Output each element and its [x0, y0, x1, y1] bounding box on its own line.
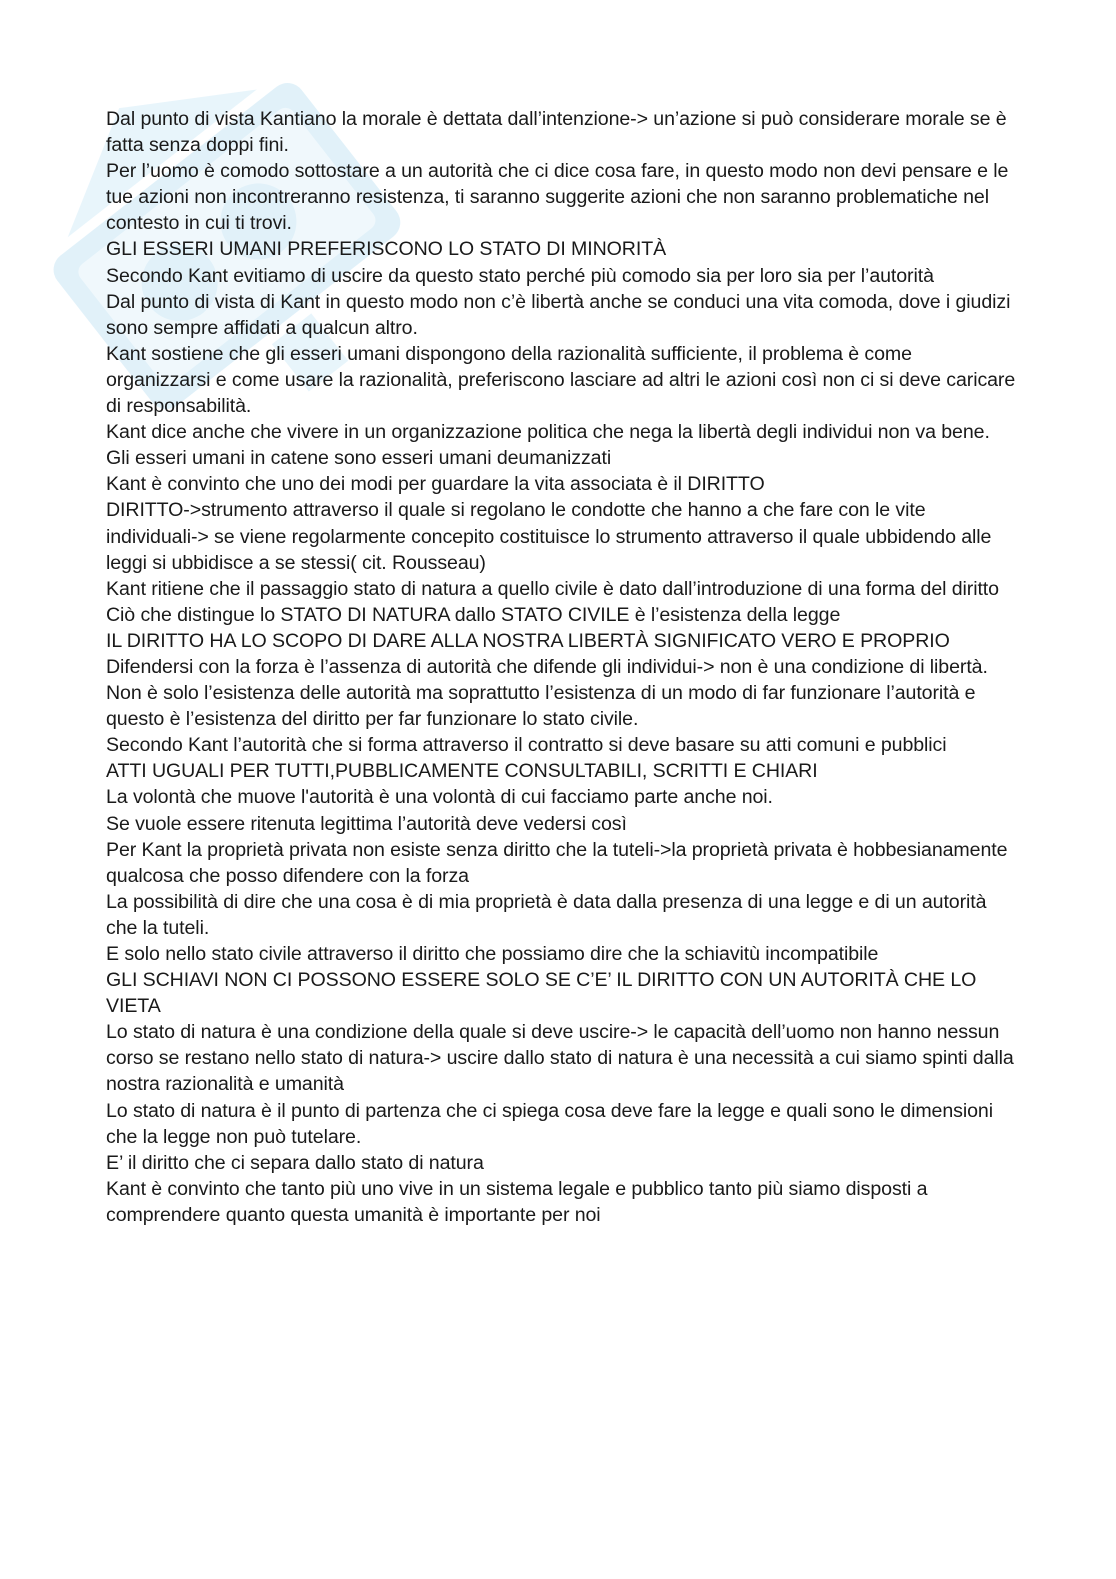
- paragraph: Kant sostiene che gli esseri umani dispongono della razionalità sufficiente, il problema è come organizzarsi e come usare la razionalità, preferiscono lasciare ad altri le azioni così non ci si deve caricare di responsabilità.: [106, 342, 1016, 418]
- paragraph: Per l’uomo è comodo sottostare a un autorità che ci dice cosa fare, in questo modo non devi pensare e le tue azioni non incontreranno resistenza, ti saranno suggerite azioni che non saranno problematiche nel contesto in cui ti trovi.: [106, 160, 1009, 235]
- paragraph: Secondo Kant l’autorità che si forma attraverso il contratto si deve basare su atti comuni e pubblici: [106, 734, 947, 757]
- paragraph: La volontà che muove l'autorità è una volontà di cui facciamo parte anche noi.: [106, 786, 773, 809]
- paragraph: Non è solo l’esistenza delle autorità ma soprattutto l’esistenza di un modo di far funzionare l’autorità e questo è l’esistenza del diritto per far funzionare lo stato civile.: [106, 682, 976, 731]
- paragraph: Se vuole essere ritenuta legittima l’autorità deve vedersi così: [106, 812, 627, 835]
- paragraph: ATTI UGUALI PER TUTTI,PUBBLICAMENTE CONSULTABILI, SCRITTI E CHIARI: [106, 760, 818, 783]
- paragraph: Kant è convinto che uno dei modi per guardare la vita associata è il DIRITTO: [106, 473, 765, 496]
- document-body: [106, 106, 1016, 1228]
- paragraph: DIRITTO->strumento attraverso il quale si regolano le condotte che hanno a che fare con le vite individuali-> se viene regolarmente concepito costituisce lo strumento attraverso il quale ubbidendo alle leggi si ubbidisce a se stessi( cit. Rousseau): [106, 499, 992, 574]
- paragraph: GLI SCHIAVI NON CI POSSONO ESSERE SOLO SE C’E’ IL DIRITTO CON UN AUTORITÀ CHE LO VIETA: [106, 969, 977, 1018]
- paragraph: E solo nello stato civile attraverso il diritto che possiamo dire che la schiavitù incompatibile: [106, 943, 879, 965]
- paragraph: Dal punto di vista di Kant in questo modo non c’è libertà anche se conduci una vita comoda, dove i giudizi sono sempre affidati a qualcun altro.: [106, 290, 1011, 339]
- paragraph: Lo stato di natura è il punto di partenza che ci spiega cosa deve fare la legge e quali sono le dimensioni che la legge non può tutelare.: [106, 1099, 993, 1148]
- paragraph: Kant è convinto che tanto più uno vive in un sistema legale e pubblico tanto più siamo disposti a comprendere quanto questa umanità è importante per noi: [106, 1177, 928, 1226]
- paragraph: Dal punto di vista Kantiano la morale è dettata dall’intenzione-> un’azione si può considerare morale se è fatta senza doppi fini.: [106, 108, 1007, 157]
- paragraph: IL DIRITTO HA LO SCOPO DI DARE ALLA NOSTRA LIBERTÀ SIGNIFICATO VERO E PROPRIO: [106, 629, 950, 652]
- paragraph: GLI ESSERI UMANI PREFERISCONO LO STATO DI MINORITÀ: [106, 238, 667, 261]
- paragraph: Difendersi con la forza è l’assenza di autorità che difende gli individui-> non è una condizione di libertà.: [106, 655, 988, 678]
- paragraph: La possibilità di dire che una cosa è di mia proprietà è data dalla presenza di una legge e di un autorità che la tuteli.: [106, 890, 987, 939]
- paragraph: E’ il diritto che ci separa dallo stato di natura: [106, 1151, 484, 1174]
- paragraph: Kant ritiene che il passaggio stato di natura a quello civile è dato dall’introduzione di una forma del diritto: [106, 577, 999, 600]
- paragraph: Lo stato di natura è una condizione della quale si deve uscire-> le capacità dell’uomo non hanno nessun corso se restano nello stato di natura-> uscire dallo stato di natura è una necessità a cui siamo spinti dalla nostra razionalità e umanità: [106, 1021, 1014, 1096]
- paragraph: Kant dice anche che vivere in un organizzazione politica che nega la libertà degli individui non va bene.: [106, 421, 990, 444]
- paragraph: Per Kant la proprietà privata non esiste senza diritto che la tuteli->la proprietà privata è hobbesianamente qualcosa che posso difendere con la forza: [106, 838, 1008, 887]
- paragraph: Ciò che distingue lo STATO DI NATURA dallo STATO CIVILE è l’esistenza della legge: [106, 603, 841, 626]
- paragraph: Secondo Kant evitiamo di uscire da questo stato perché più comodo sia per loro sia per l’autorità: [106, 264, 934, 287]
- paragraph: Gli esseri umani in catene sono esseri umani deumanizzati: [106, 447, 612, 470]
